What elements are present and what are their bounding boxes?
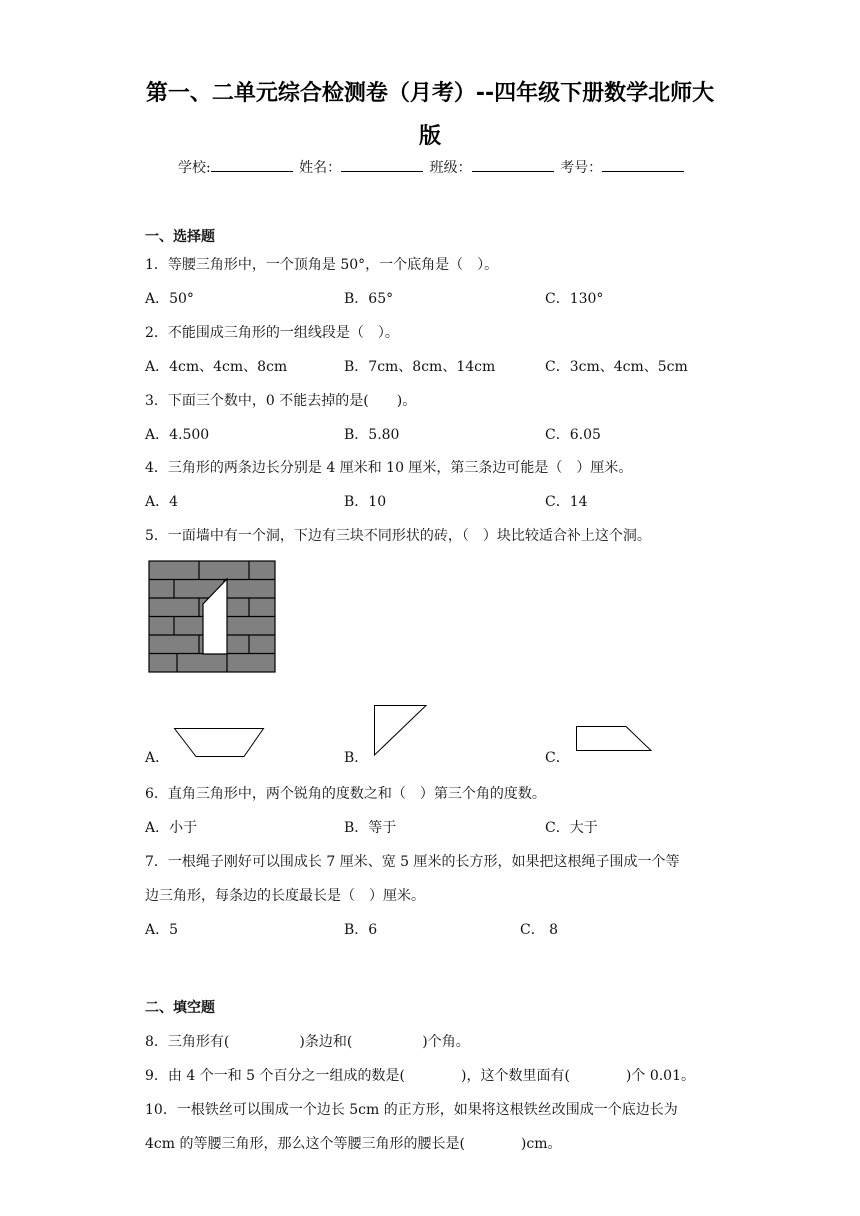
section-title-choice: 一、选择题	[145, 229, 215, 245]
q1-option-c: C．130°	[545, 291, 604, 307]
class-label: 班级：	[429, 160, 472, 176]
q6-option-a: A．小于	[145, 820, 198, 836]
q7-option-c: C． 8	[520, 922, 559, 938]
question-3: 3．下面三个数中，0 不能去掉的是( )。	[145, 393, 417, 409]
q5-option-c-label: C．	[545, 750, 570, 766]
question-4: 4．三角形的两条边长分别是 4 厘米和 10 厘米，第三条边可能是（ ）厘米。	[145, 460, 633, 476]
question-6: 6．直角三角形中，两个锐角的度数之和（ ）第三个角的度数。	[145, 786, 546, 802]
section-title-fill-in: 二、填空题	[145, 1000, 215, 1016]
school-field[interactable]	[211, 157, 293, 172]
q2-option-c: C．3cm、4cm、5cm	[545, 359, 688, 375]
question-8: 8．三角形有( )条边和( )个角。	[145, 1034, 470, 1050]
brick-wall-with-hole-figure	[149, 561, 276, 673]
question-7-line1: 7．一根绳子刚好可以围成长 7 厘米、宽 5 厘米的长方形，如果把这根绳子围成一个等	[145, 854, 680, 870]
q7-option-a: A．5	[145, 922, 179, 938]
q3-option-c: C．6.05	[545, 427, 601, 443]
student-info-row	[178, 157, 686, 177]
page-title-line1: 第一、二单元综合检测卷（月考）--四年级下册数学北师大	[145, 81, 715, 106]
q1-option-b: B．65°	[344, 291, 394, 307]
question-5: 5．一面墙中有一个洞，下边有三块不同形状的砖，（ ）块比较适合补上这个洞。	[145, 528, 651, 544]
question-2: 2．不能围成三角形的一组线段是（ ）。	[145, 325, 399, 341]
question-9: 9．由 4 个一和 5 个百分之一组成的数是( )，这个数里面有( )个 0.01。	[145, 1068, 695, 1084]
q6-option-b: B．等于	[344, 820, 397, 836]
q6-option-c: C．大于	[545, 820, 598, 836]
question-7-line2: 边三角形，每条边的长度最长是（ ）厘米。	[145, 888, 425, 904]
name-field[interactable]	[341, 157, 423, 172]
q2-option-b: B．7cm、8cm、14cm	[344, 359, 496, 375]
q4-option-a: A．4	[145, 494, 179, 510]
name-label: 姓名：	[299, 160, 342, 176]
class-field[interactable]	[472, 157, 554, 172]
q3-option-a: A．4.500	[145, 427, 210, 443]
q4-option-c: C．14	[545, 494, 588, 510]
page-title-line2: 版	[418, 124, 441, 149]
trapezoid-brick-shape	[174, 728, 264, 757]
parallelogram-brick-shape	[576, 726, 652, 751]
q3-option-b: B．5.80	[344, 427, 400, 443]
school-label: 学校:	[178, 160, 211, 176]
q7-option-b: B．6	[344, 922, 378, 938]
q1-option-a: A．50°	[145, 291, 194, 307]
q2-option-a: A．4cm、4cm、8cm	[145, 359, 288, 375]
exam-no-field[interactable]	[602, 157, 684, 172]
question-10-line1: 10．一根铁丝可以围成一个边长 5cm 的正方形，如果将这根铁丝改围成一个底边长为	[145, 1102, 678, 1118]
q4-option-b: B．10	[344, 494, 387, 510]
q5-option-b-label: B．	[344, 750, 369, 766]
q5-option-a-label: A．	[145, 750, 170, 766]
right-triangle-brick-shape	[374, 705, 427, 756]
exam-no-label: 考号：	[560, 160, 603, 176]
question-1: 1．等腰三角形中，一个顶角是 50°，一个底角是（ ）。	[145, 257, 499, 273]
question-10-line2: 4cm 的等腰三角形，那么这个等腰三角形的腰长是( )cm。	[145, 1136, 562, 1152]
